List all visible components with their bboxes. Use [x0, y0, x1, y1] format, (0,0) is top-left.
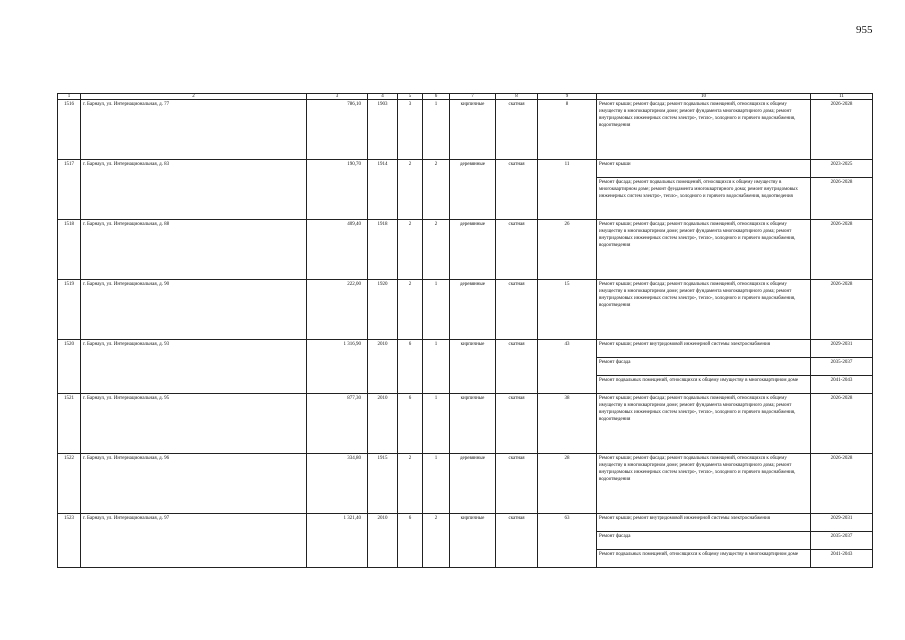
- cell-year: 1903: [368, 100, 398, 160]
- cell-address: г. Барнаул, ул. Интернациональная, д. 97: [81, 514, 307, 568]
- cell-floors: 2: [398, 220, 423, 280]
- cell-roof: скатная: [496, 454, 538, 514]
- cell-period: 2026-2028: [811, 220, 873, 280]
- cell-year: 1920: [368, 280, 398, 340]
- column-number: 8: [496, 94, 538, 100]
- cell-walls: деревянные: [450, 280, 496, 340]
- cell-works: Ремонт фасада: [597, 532, 811, 550]
- cell-residents: 43: [538, 340, 597, 394]
- cell-area: 222,00: [307, 280, 368, 340]
- cell-num: 1520: [58, 340, 81, 394]
- column-number: 6: [423, 94, 450, 100]
- cell-area: 190,70: [307, 160, 368, 220]
- cell-floors: 3: [398, 100, 423, 160]
- cell-works: Ремонт крыши; ремонт внутридомовой инженерной системы электроснабжения: [597, 340, 811, 358]
- cell-residents: 15: [538, 280, 597, 340]
- cell-num: 1517: [58, 160, 81, 220]
- cell-num: 1521: [58, 394, 81, 454]
- cell-area: 786,10: [307, 100, 368, 160]
- cell-residents: 28: [538, 454, 597, 514]
- column-number: 9: [538, 94, 597, 100]
- cell-residents: 11: [538, 160, 597, 220]
- cell-works: Ремонт крыши; ремонт фасада; ремонт подвальных помещений, относящихся к общему имуществу в многоквартирном доме; ремонт фундамента многоквартирного дома; ремонт внутридомовых инженерных систем электро-, тепло-, холодного и горячего водоснабжения, водоотведения: [597, 100, 811, 160]
- cell-period: 2035-2037: [811, 532, 873, 550]
- cell-works: Ремонт фасада: [597, 358, 811, 376]
- cell-period: 2035-2037: [811, 358, 873, 376]
- cell-address: г. Барнаул, ул. Интернациональная, д. 95: [81, 394, 307, 454]
- cell-area: 334,80: [307, 454, 368, 514]
- cell-period: 2026-2028: [811, 454, 873, 514]
- cell-area: 877,30: [307, 394, 368, 454]
- cell-walls: кирпичные: [450, 514, 496, 568]
- table-row: [58, 100, 873, 160]
- cell-floors: 2: [398, 280, 423, 340]
- table-row: [58, 160, 873, 178]
- cell-address: г. Барнаул, ул. Интернациональная, д. 77: [81, 100, 307, 160]
- column-number: 1: [58, 94, 81, 100]
- cell-residents: 63: [538, 514, 597, 568]
- cell-walls: деревянные: [450, 160, 496, 220]
- cell-address: г. Барнаул, ул. Интернациональная, д. 93: [81, 340, 307, 394]
- cell-roof: скатная: [496, 340, 538, 394]
- cell-entrances: 1: [423, 394, 450, 454]
- cell-works: Ремонт подвальных помещений, относящихся к общему имуществу в многоквартирном доме: [597, 376, 811, 394]
- cell-walls: кирпичные: [450, 340, 496, 394]
- cell-works: Ремонт крыши; ремонт фасада; ремонт подвальных помещений, относящихся к общему имуществу в многоквартирном доме; ремонт фундамента многоквартирного дома; ремонт внутридомовых инженерных систем электро-, тепло-, холодного и горячего водоснабжения, водоотведения: [597, 280, 811, 340]
- cell-period: 2029-2031: [811, 340, 873, 358]
- cell-num: 1518: [58, 220, 81, 280]
- cell-address: г. Барнаул, ул. Интернациональная, д. 96: [81, 454, 307, 514]
- cell-period: 2041-2043: [811, 550, 873, 568]
- cell-period: 2026-2028: [811, 280, 873, 340]
- cell-period: 2026-2028: [811, 394, 873, 454]
- cell-works: Ремонт крыши: [597, 160, 811, 178]
- cell-roof: скатная: [496, 280, 538, 340]
- cell-period: 2041-2043: [811, 376, 873, 394]
- cell-area: 1 321,40: [307, 514, 368, 568]
- cell-roof: скатная: [496, 160, 538, 220]
- cell-works: Ремонт крыши; ремонт фасада; ремонт подвальных помещений, относящихся к общему имуществу в многоквартирном доме; ремонт фундамента многоквартирного дома; ремонт внутридомовых инженерных систем электро-, тепло-, холодного и горячего водоснабжения, водоотведения: [597, 454, 811, 514]
- cell-floors: 6: [398, 340, 423, 394]
- cell-works: Ремонт подвальных помещений, относящихся к общему имуществу в многоквартирном доме: [597, 550, 811, 568]
- column-number: 11: [811, 94, 873, 100]
- cell-area: 409,40: [307, 220, 368, 280]
- cell-floors: 2: [398, 160, 423, 220]
- cell-period: 2023-2025: [811, 160, 873, 178]
- cell-year: 2010: [368, 394, 398, 454]
- column-number: 10: [597, 94, 811, 100]
- table-row: [58, 220, 873, 280]
- cell-walls: деревянные: [450, 220, 496, 280]
- cell-works: Ремонт крыши; ремонт внутридомовой инженерной системы электроснабжения: [597, 514, 811, 532]
- cell-address: г. Барнаул, ул. Интернациональная, д. 90: [81, 280, 307, 340]
- cell-works: Ремонт крыши; ремонт фасада; ремонт подвальных помещений, относящихся к общему имуществу в многоквартирном доме; ремонт фундамента многоквартирного дома; ремонт внутридомовых инженерных систем электро-, тепло-, холодного и горячего водоснабжения, водоотведения: [597, 220, 811, 280]
- cell-walls: деревянные: [450, 454, 496, 514]
- column-number: 5: [398, 94, 423, 100]
- cell-period: 2029-2031: [811, 514, 873, 532]
- cell-year: 1915: [368, 454, 398, 514]
- cell-floors: 6: [398, 394, 423, 454]
- cell-num: 1522: [58, 454, 81, 514]
- cell-works: Ремонт крыши; ремонт фасада; ремонт подвальных помещений, относящихся к общему имуществу в многоквартирном доме; ремонт фундамента многоквартирного дома; ремонт внутридомовых инженерных систем электро-, тепло-, холодного и горячего водоснабжения, водоотведения: [597, 394, 811, 454]
- cell-floors: 2: [398, 454, 423, 514]
- cell-works: Ремонт фасада; ремонт подвальных помещений, относящихся к общему имуществу в многоквартирном доме; ремонт фундамента многоквартирного дома; ремонт внутридомовых инженерных систем электро-, тепло-, холодного и горячего водоснабжения, водоотведения: [597, 177, 811, 219]
- cell-roof: скатная: [496, 100, 538, 160]
- cell-walls: кирпичные: [450, 394, 496, 454]
- table-row: [58, 514, 873, 532]
- table-row: [58, 394, 873, 454]
- cell-period: 2026-2028: [811, 177, 873, 219]
- table-row: [58, 454, 873, 514]
- cell-residents: 26: [538, 220, 597, 280]
- cell-year: 2010: [368, 340, 398, 394]
- cell-year: 1914: [368, 160, 398, 220]
- cell-year: 2010: [368, 514, 398, 568]
- cell-entrances: 1: [423, 454, 450, 514]
- cell-roof: скатная: [496, 394, 538, 454]
- cell-residents: 8: [538, 100, 597, 160]
- cell-roof: скатная: [496, 514, 538, 568]
- cell-num: 1519: [58, 280, 81, 340]
- column-number: 4: [368, 94, 398, 100]
- cell-entrances: 1: [423, 280, 450, 340]
- cell-walls: кирпичные: [450, 100, 496, 160]
- cell-entrances: 2: [423, 160, 450, 220]
- table-row: [58, 280, 873, 340]
- cell-num: 1523: [58, 514, 81, 568]
- cell-num: 1516: [58, 100, 81, 160]
- cell-address: г. Барнаул, ул. Интернациональная, д. 83: [81, 160, 307, 220]
- cell-period: 2026-2028: [811, 100, 873, 160]
- column-number: 7: [450, 94, 496, 100]
- table-row: [58, 340, 873, 358]
- capital-repair-table: [57, 93, 873, 568]
- cell-entrances: 1: [423, 340, 450, 394]
- column-number: 2: [81, 94, 307, 100]
- page-number: 955: [856, 24, 873, 36]
- cell-entrances: 2: [423, 514, 450, 568]
- cell-entrances: 1: [423, 100, 450, 160]
- cell-roof: скатная: [496, 220, 538, 280]
- cell-area: 1 316,90: [307, 340, 368, 394]
- cell-residents: 38: [538, 394, 597, 454]
- cell-address: г. Барнаул, ул. Интернациональная, д. 88: [81, 220, 307, 280]
- cell-entrances: 2: [423, 220, 450, 280]
- column-number: 3: [307, 94, 368, 100]
- cell-floors: 6: [398, 514, 423, 568]
- cell-year: 1918: [368, 220, 398, 280]
